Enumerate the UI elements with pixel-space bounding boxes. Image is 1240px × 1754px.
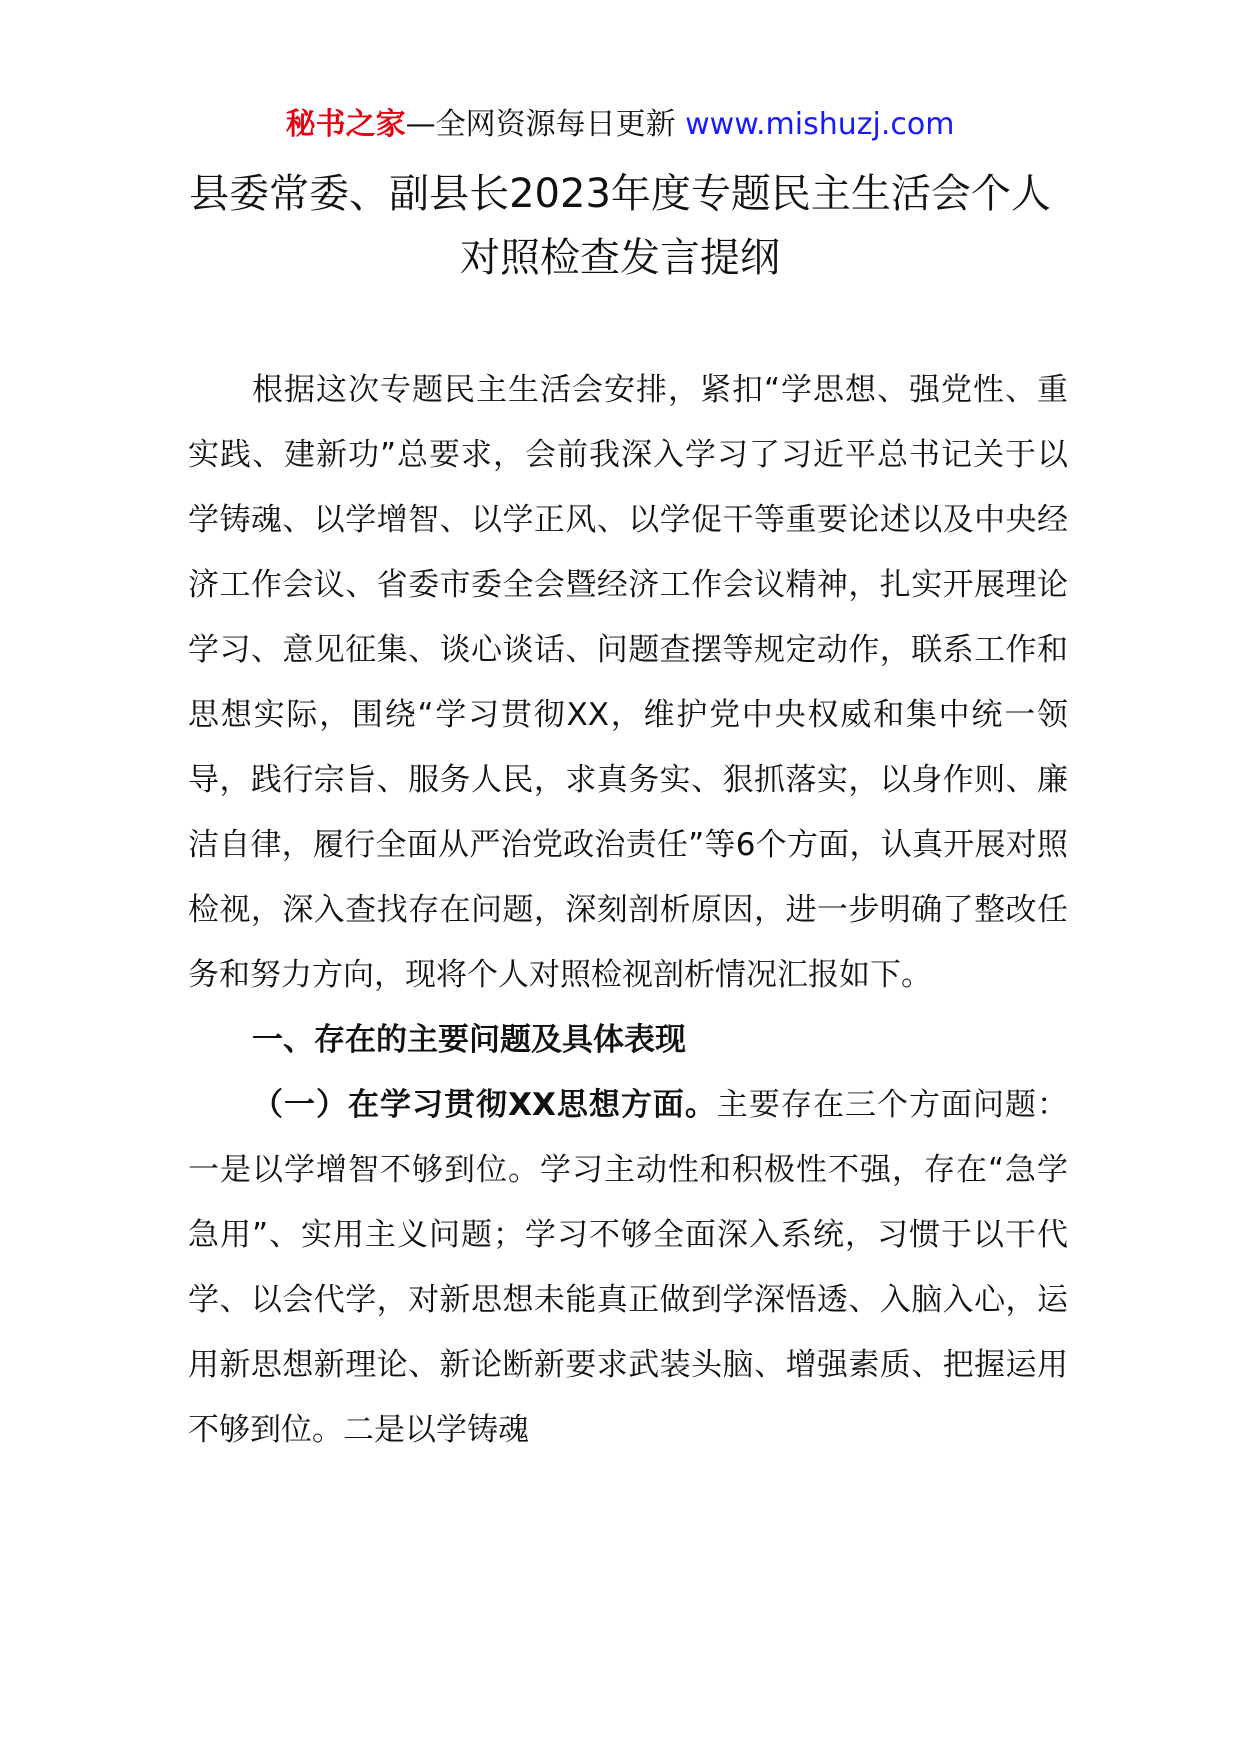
document-body — [188, 358, 1068, 1463]
intro-paragraph: 根据这次专题民主生活会安排，紧扣“学思想、强党性、重实践、建新功”总要求，会前我深入学习了习近平总书记关于以学铸魂、以学增智、以学正风、以学促干等重要论述以及中央经济工作会议、省委市委全会暨经济工作会议精神，扎实开展理论学习、意见征集、谈心谈话、问题查摆等规定动作，联系工作和思想实际，围绕“学习贯彻XX，维护党中央权威和集中统一领导，践行宗旨、服务人民，求真务实、狠抓落实，以身作则、廉洁自律，履行全面从严治党政治责任”等6个方面，认真开展对照检视，深入查找存在问题，深刻剖析原因，进一步明确了整改任务和努力方向，现将个人对照检视剖析情况汇报如下。 — [188, 372, 1068, 993]
section-heading — [188, 1008, 1068, 1073]
brand-name: 秘书之家 — [285, 107, 406, 142]
section-heading-text: 一、存在的主要问题及具体表现 — [252, 1022, 686, 1058]
subsection-body-text: 主要存在三个方面问题：一是以学增智不够到位。学习主动性和积极性不强，存在“急学急用”、实用主义问题；学习不够全面深入系统，习惯于以干代学、以会代学，对新思想未能真正做到学深悟透、入脑入心，运用新思想新理论、新论断新要求武装头脑、增强素质、把握运用不够到位。二是以学铸魂 — [188, 1087, 1068, 1448]
document-title: 县委常委、副县长2023年度专题民主生活会个人对照检查发言提纲 — [189, 171, 1051, 281]
site-header — [0, 100, 1240, 150]
site-url-link[interactable]: www.mishuzj.com — [685, 107, 955, 142]
subsection-paragraph — [188, 1073, 1068, 1463]
header-slogan: —全网资源每日更新 — [405, 107, 686, 142]
subsection-heading-text: （一）在学习贯彻XX思想方面。 — [252, 1087, 717, 1123]
